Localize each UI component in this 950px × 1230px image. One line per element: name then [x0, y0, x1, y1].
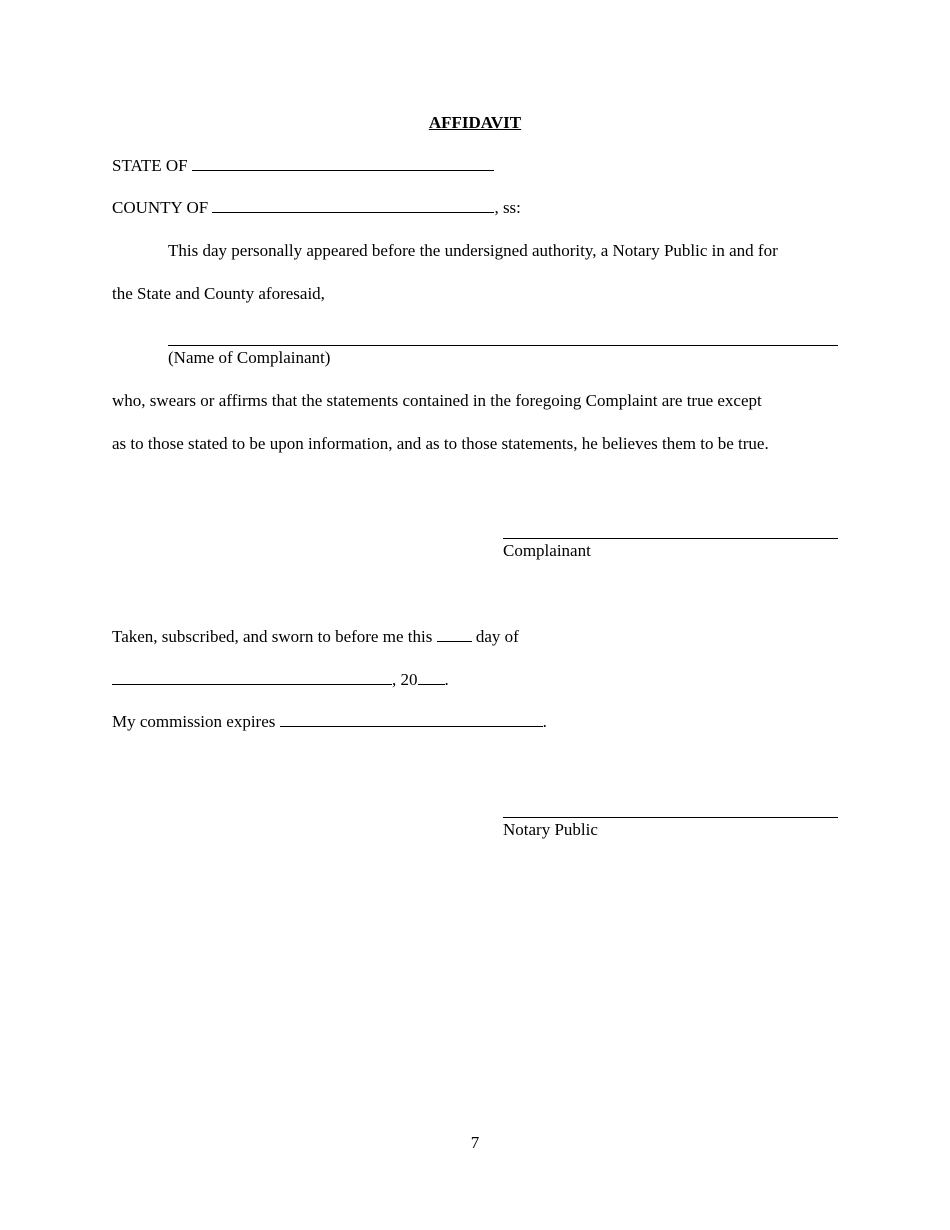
county-field[interactable] — [212, 198, 494, 213]
sworn-prefix: Taken, subscribed, and sworn to before me this — [112, 627, 433, 646]
state-field[interactable] — [192, 156, 494, 171]
county-line — [112, 198, 521, 218]
complainant-signature-label: Complainant — [503, 541, 591, 560]
complainant-name-caption: (Name of Complainant) — [168, 348, 331, 367]
statement-line-2: as to those stated to be upon information, and as to those statements, he believes them to be true. — [112, 434, 769, 453]
notary-signature-label: Notary Public — [503, 820, 598, 839]
intro-line-1: This day personally appeared before the undersigned authority, a Notary Public in and for — [168, 241, 778, 260]
notary-signature-field[interactable] — [503, 817, 838, 818]
year-suffix: . — [444, 670, 449, 689]
commission-suffix: . — [542, 712, 547, 731]
page-number: 7 — [470, 1133, 480, 1152]
year-field[interactable] — [418, 670, 445, 685]
day-field[interactable] — [437, 627, 472, 642]
document-title: AFFIDAVIT — [428, 113, 522, 132]
sworn-suffix: day of — [475, 627, 519, 646]
commission-line — [112, 712, 547, 732]
county-label: COUNTY OF — [112, 198, 209, 217]
statement-line-1: who, swears or affirms that the statements contained in the foregoing Complaint are true except — [112, 391, 762, 410]
month-year-line — [112, 670, 449, 690]
month-field[interactable] — [112, 670, 392, 685]
state-line — [112, 156, 494, 176]
sworn-line — [112, 627, 519, 647]
commission-expiry-field[interactable] — [280, 712, 543, 727]
complainant-signature-field[interactable] — [503, 538, 838, 539]
county-suffix: , ss: — [494, 198, 521, 217]
state-label: STATE OF — [112, 156, 188, 175]
complainant-name-field[interactable] — [168, 345, 838, 346]
commission-label: My commission expires — [112, 712, 276, 731]
intro-line-2: the State and County aforesaid, — [112, 284, 325, 303]
year-prefix: , 20 — [392, 670, 418, 689]
